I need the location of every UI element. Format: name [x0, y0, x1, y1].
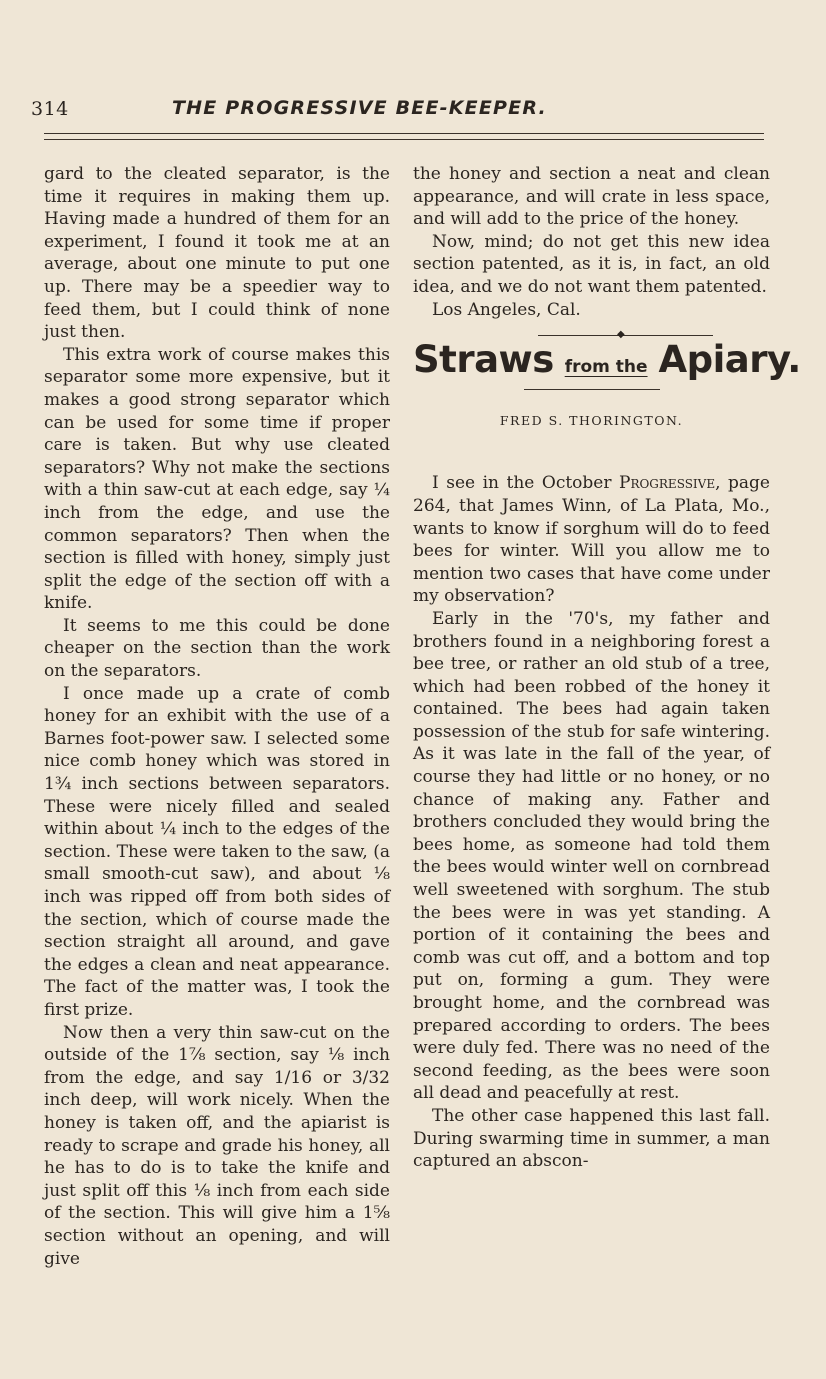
ornament-divider	[413, 327, 770, 343]
byline: FRED S. THORINGTON.	[499, 412, 684, 428]
paragraph: This extra work of course makes this separator some more expensive, but it makes a good strong separator which can be used for some time if proper care is taken. But why use cleated separators? Why not make the sections with a thin saw-cut at each edge, say ¼ inch from the edge, and use the common separators? Then when the section is filled with honey, simply just split the edge of the section off with a knife.	[44, 344, 390, 614]
ornament-line	[538, 335, 713, 336]
paragraph	[413, 472, 770, 608]
journal-name: Progressive,	[619, 473, 721, 494]
paragraph: It seems to me this could be done cheaper on the section than the work on the separators.	[44, 615, 390, 682]
header-rule	[44, 139, 764, 140]
ornament-diamond-icon: ◆	[617, 329, 625, 341]
section-title	[413, 338, 801, 382]
section-title-straws: Straws	[413, 338, 554, 382]
running-head: THE PROGRESSIVE BEE-KEEPER.	[172, 97, 547, 119]
page-number: 314	[31, 98, 69, 120]
intro-text: I see in the October	[432, 473, 619, 494]
signoff: Los Angeles, Cal.	[432, 299, 581, 320]
title-rule	[524, 389, 660, 390]
section-title-from-the: from the	[564, 357, 648, 378]
right-column	[413, 163, 801, 1173]
paragraph: Now then a very thin saw-cut on the outside of the 1⅞ section, say ⅛ inch from the edge, and say 1/16 or 3/32 inch deep, will work nicely. When the honey is taken off, and the apiarist is ready to scrape and grade his honey, all he has to do is to take the knife and just split off this ⅛ inch from each side of the section. This will give him a 1⅝ section without an opening, and will give	[44, 1022, 390, 1269]
left-column	[44, 163, 390, 1270]
section-title-apiary: Apiary.	[658, 338, 801, 382]
paragraph: Early in the '70's, my father and brothers found in a neighboring forest a bee tree, or rather an old stub of a tree, which had been robbed of the honey it contained. The bees had again taken possession of the stub for safe wintering. As it was late in the fall of the year, of course they had little or no honey, or no chance of making any. Father and brothers concluded they would bring the bees home, as someone had told them the bees would winter well on cornbread well sweetened with sorghum. The stub the bees were in was yet standing. A portion of it containing the bees and comb was cut off, and a bottom and top put on, forming a gum. They were brought home, and the cornbread was prepared according to orders. The bees were duly fed. There was no need of the second feeding, as the bees were soon all dead and peacefully at rest.	[413, 608, 770, 1104]
paragraph: The other case happened this last fall. During swarming time in summer, a man captured an abscon-	[413, 1105, 770, 1172]
paragraph: the honey and section a neat and clean appearance, and will crate in less space, and will add to the price of the honey.	[413, 164, 770, 230]
intro-text: page 264, that James Winn, of La Plata, Mo., wants to know if sorghum will do to feed bees for winter. Will you allow me to mention two cases that have come under my observation?	[413, 473, 770, 607]
paragraph: gard to the cleated separator, is the time it requires in making them up. Having made a hundred of them for an experiment, I found it took me at an average, about one minute to put one up. There may be a speedier way to feed them, but I could think of none just then.	[44, 164, 390, 343]
paragraph: Now, mind; do not get this new idea section patented, as it is, in fact, an old idea, and we do not want them patented.	[413, 231, 770, 297]
paragraph: I once made up a crate of comb honey for an exhibit with the use of a Barnes foot-power saw. I selected some nice comb honey which was stored in 1¾ inch sections between separators. These were nicely filled and sealed within about ¼ inch to the edges of the section. These were taken to the saw, (a small smooth-cut saw), and about ⅛ inch was ripped off from both sides of the section, which of course made the section straight all around, and gave the edges a clean and neat appearance. The fact of the matter was, I took the first prize.	[44, 683, 390, 1020]
header-rule	[44, 133, 764, 134]
